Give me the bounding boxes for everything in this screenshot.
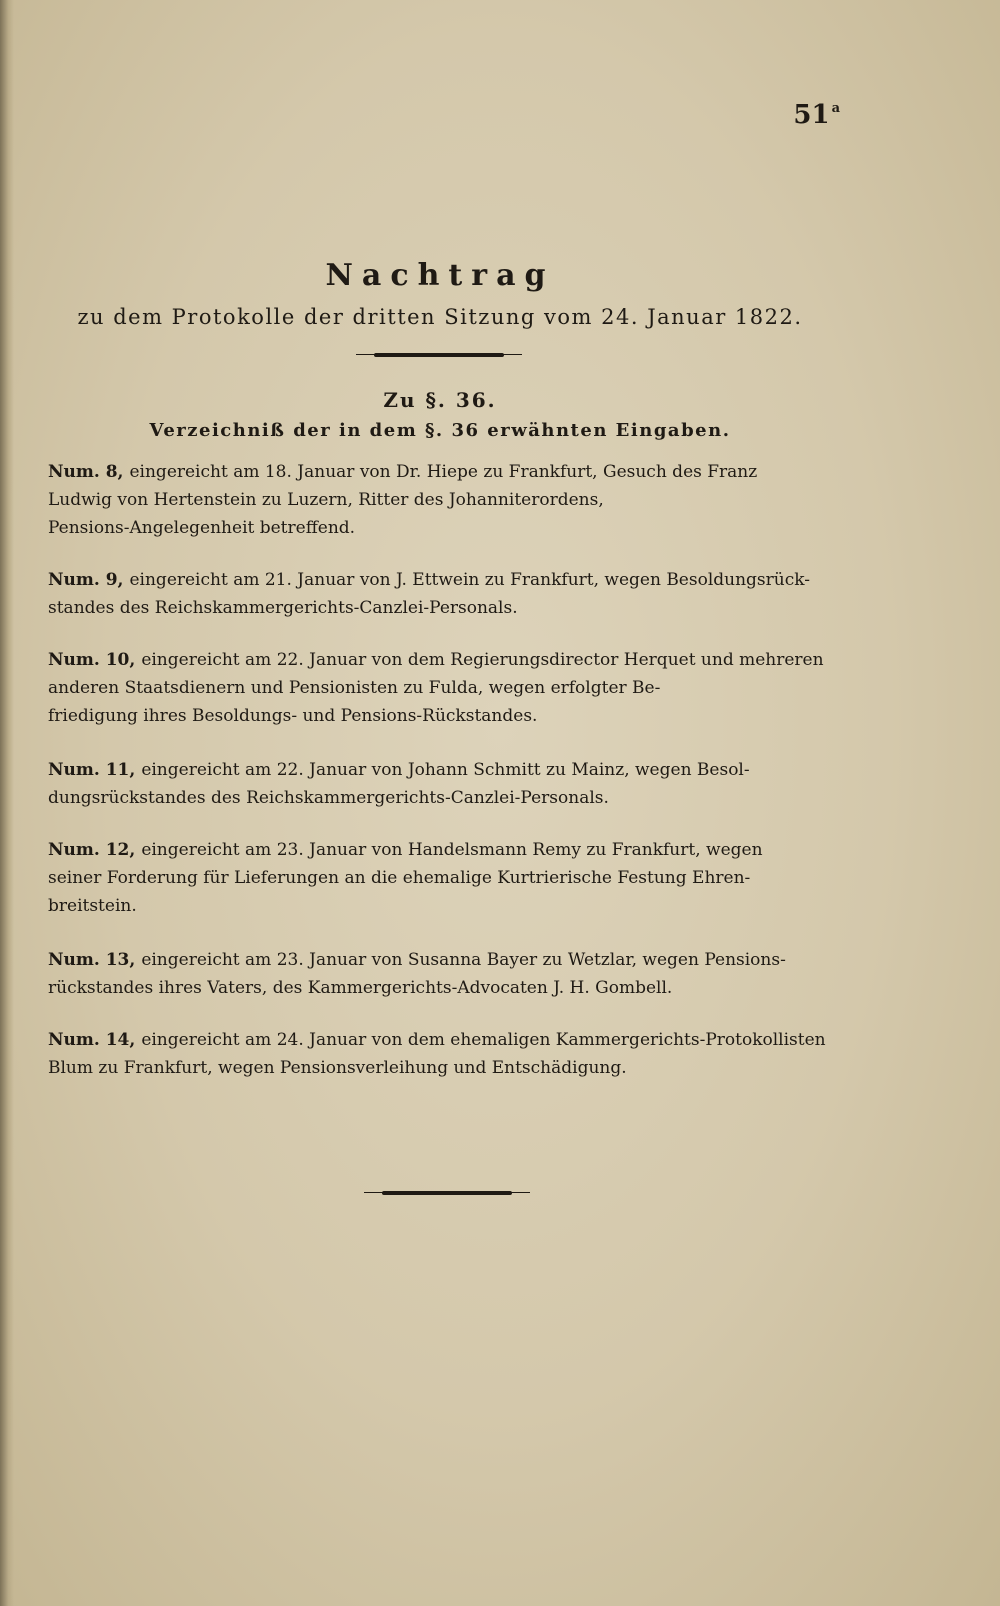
entry-line: eingereicht am 22. Januar von Johann Schmitt zu Mainz, wegen Besol- — [141, 760, 750, 780]
entry-number: Num. 10, — [48, 650, 136, 670]
entry-number: Num. 8, — [48, 462, 124, 482]
entry-number: Num. 14, — [48, 1030, 136, 1050]
entry-line: Pensions-Angelegenheit betreffend. — [48, 518, 356, 538]
section-heading: Zu §. 36. — [383, 388, 497, 412]
entry-number: Num. 11, — [48, 760, 136, 780]
entry-line: Ludwig von Hertenstein zu Luzern, Ritter des Johanniterordens, — [48, 490, 604, 510]
page-number-value: 51 — [793, 100, 830, 130]
section-subheading: Verzeichniß der in dem §. 36 erwähnten Eingaben. — [149, 420, 731, 441]
entry-line: standes des Reichskammergerichts-Canzlei-Personals. — [48, 598, 518, 618]
binding-shadow — [0, 0, 14, 1606]
ornamental-rule-top — [374, 353, 504, 357]
page-number — [793, 100, 840, 130]
entry — [48, 1026, 848, 1082]
page-number-suffix: a — [831, 101, 840, 116]
entry-number: Num. 13, — [48, 950, 136, 970]
entry — [48, 946, 848, 1002]
entry-line: Blum zu Frankfurt, wegen Pensionsverleihung und Entschädigung. — [48, 1058, 627, 1078]
entry-line: eingereicht am 18. Januar von Dr. Hiepe zu Frankfurt, Gesuch des Franz — [129, 462, 758, 482]
entry-line: eingereicht am 24. Januar von dem ehemaligen Kammergerichts-Protokollisten — [141, 1030, 826, 1050]
entry-line: eingereicht am 22. Januar von dem Regierungsdirector Herquet und mehreren — [141, 650, 824, 670]
ornamental-rule-bottom — [382, 1191, 512, 1195]
document-title: Nachtrag — [325, 258, 555, 293]
entry-line: dungsrückstandes des Reichskammergerichts-Canzlei-Personals. — [48, 788, 609, 808]
entry — [48, 646, 848, 730]
entry-line: eingereicht am 23. Januar von Susanna Bayer zu Wetzlar, wegen Pensions- — [141, 950, 786, 970]
entry-number: Num. 9, — [48, 570, 124, 590]
entry-line: friedigung ihres Besoldungs- und Pensions-Rückstandes. — [48, 706, 538, 726]
entry-number: Num. 12, — [48, 840, 136, 860]
entry — [48, 458, 848, 542]
entry-line: rückstandes ihres Vaters, des Kammergerichts-Advocaten J. H. Gombell. — [48, 978, 673, 998]
entry-line: seiner Forderung für Lieferungen an die ehemalige Kurtrierische Festung Ehren- — [48, 868, 751, 888]
entry-line: breitstein. — [48, 896, 137, 916]
document-subtitle: zu dem Protokolle der dritten Sitzung vom 24. Januar 1822. — [77, 305, 803, 329]
entry-line: anderen Staatsdienern und Pensionisten zu Fulda, wegen erfolgter Be- — [48, 678, 661, 698]
entry-line: eingereicht am 23. Januar von Handelsmann Remy zu Frankfurt, wegen — [141, 840, 763, 860]
entry — [48, 836, 848, 920]
entry — [48, 566, 848, 622]
entry — [48, 756, 848, 812]
entry-line: eingereicht am 21. Januar von J. Ettwein zu Frankfurt, wegen Besoldungsrück- — [129, 570, 810, 590]
